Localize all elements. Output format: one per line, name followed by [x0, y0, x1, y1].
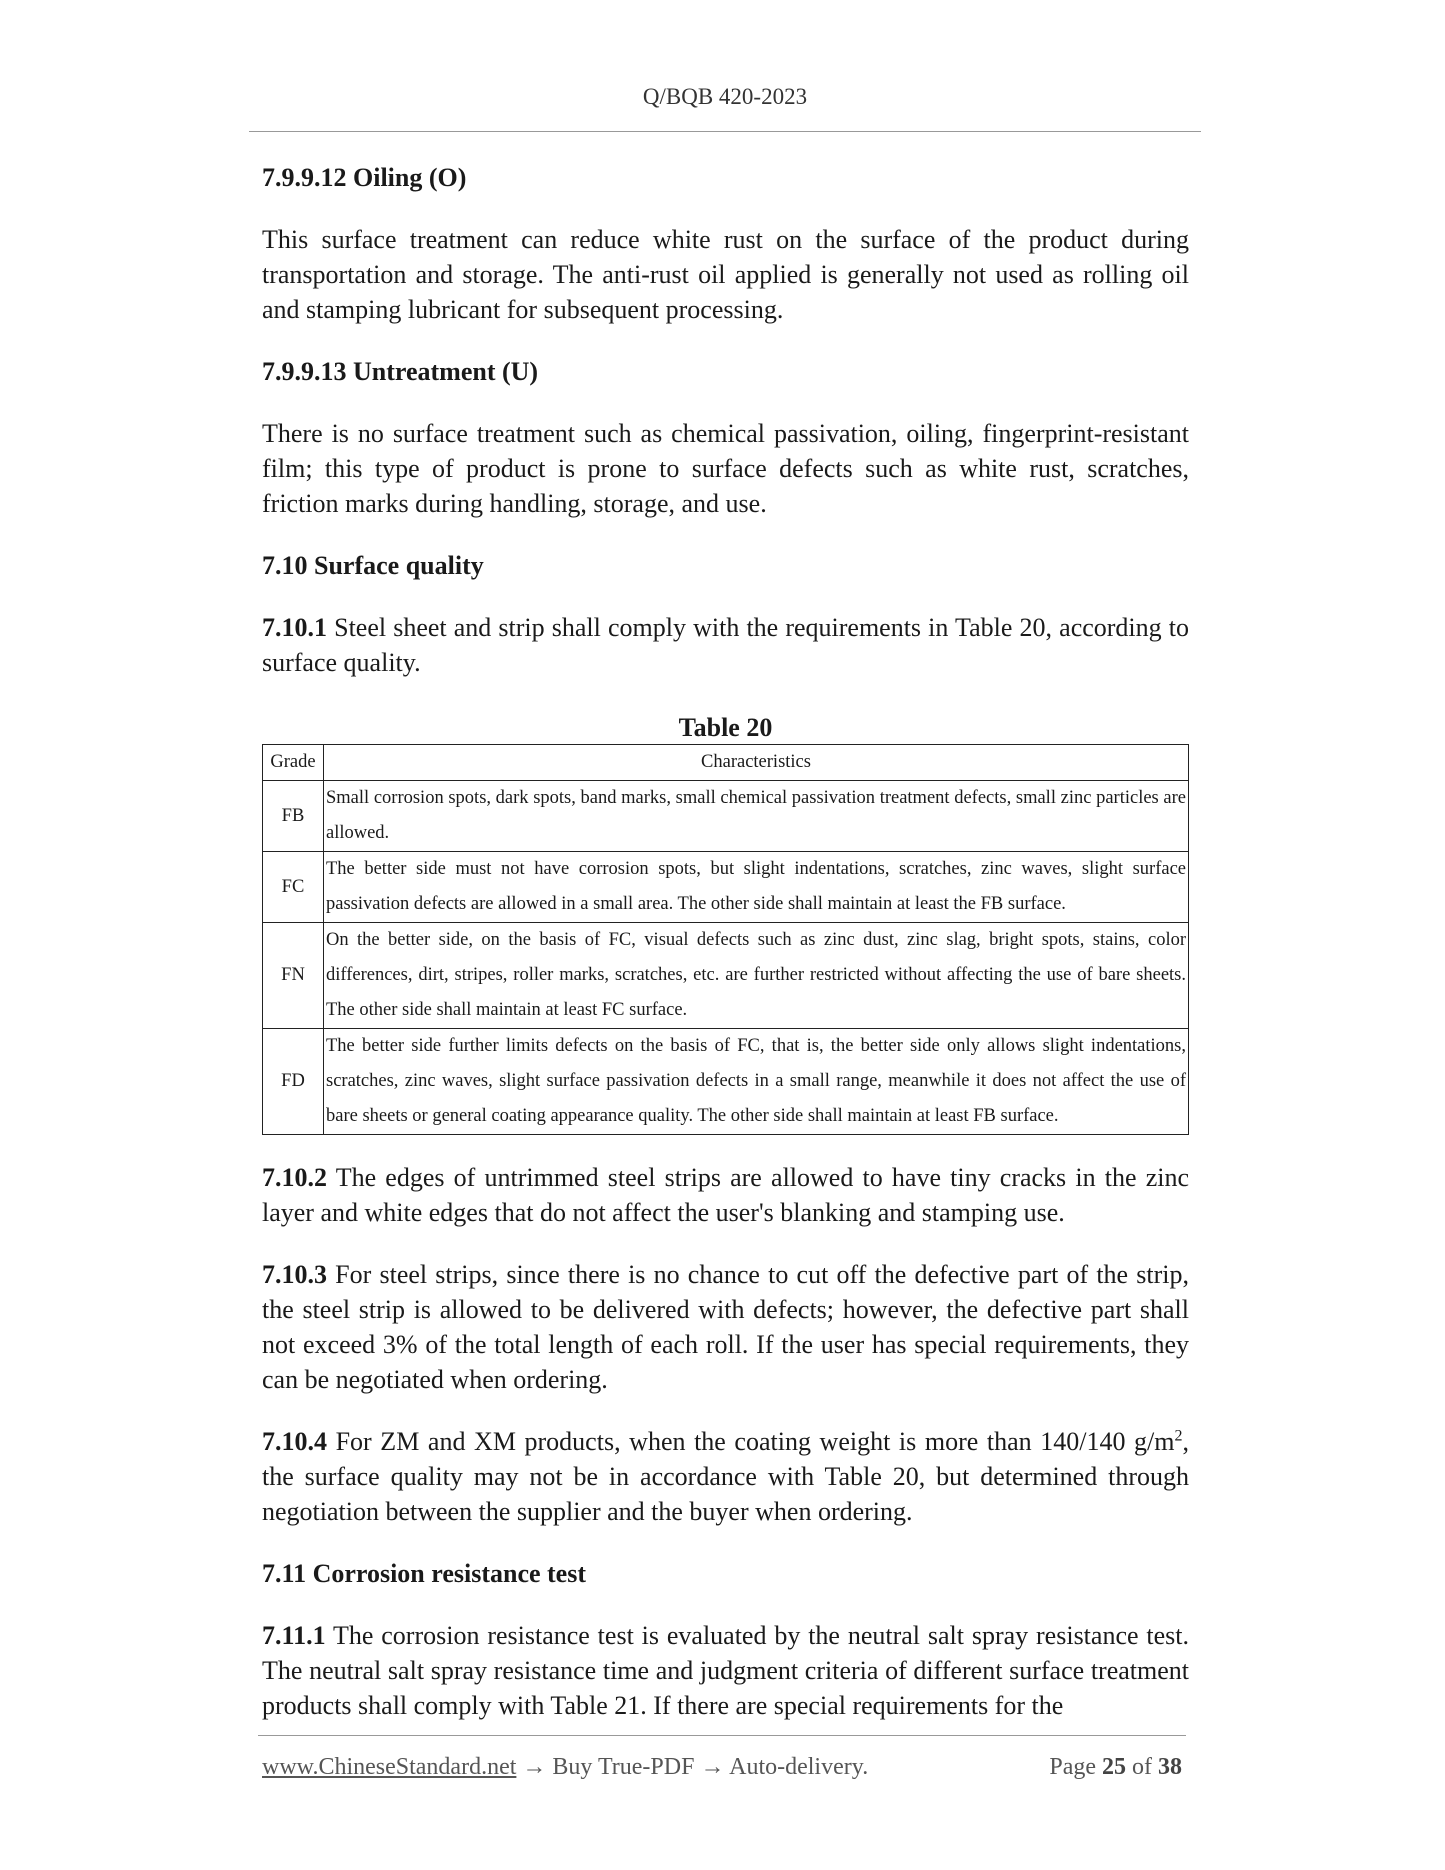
- clause-text: For steel strips, since there is no chance to cut off the defective part of the strip, the steel strip is allowed to be delivered with defects; however, the defective part shall not exceed 3% of the total length of each roll. If the user has special requirements, they can be negotiated when ordering.: [262, 1260, 1189, 1394]
- grade-cell: FN: [263, 923, 324, 1029]
- page-word: Page: [1049, 1754, 1096, 1780]
- clause-text: Steel sheet and strip shall comply with the requirements in Table 20, according to surface quality.: [262, 613, 1189, 677]
- characteristics-cell: On the better side, on the basis of FC, visual defects such as zinc dust, zinc slag, bright spots, stains, color differences, dirt, stripes, roller marks, scratches, etc. are further restricted without affecting the use of bare sheets. The other side shall maintain at least FC surface.: [324, 923, 1189, 1029]
- characteristics-cell: The better side must not have corrosion spots, but slight indentations, scratches, zinc waves, slight surface passivation defects are allowed in a small area. The other side shall maintain at least the FB surface.: [324, 852, 1189, 923]
- surface-quality-table: [262, 744, 1189, 1135]
- column-header-grade: Grade: [263, 745, 324, 781]
- page-number: [1049, 1754, 1182, 1781]
- clause-text-continued: , the surface quality may not be in accordance with Table 20, but determined through negotiation between the supplier and the buyer when ordering.: [262, 1427, 1189, 1526]
- table-row: [263, 852, 1189, 923]
- document-number-header: Q/BQB 420-2023: [642, 84, 808, 109]
- grade-cell: FB: [263, 781, 324, 852]
- of-word: of: [1132, 1754, 1152, 1780]
- table-title: Table 20: [678, 713, 773, 742]
- table-row: [263, 1029, 1189, 1135]
- website-link[interactable]: www.ChineseStandard.net: [262, 1754, 517, 1780]
- clause-number: 7.10.3: [262, 1260, 327, 1289]
- paragraph-7-10-4: [262, 1424, 1189, 1529]
- clause-number: 7.10.1: [262, 613, 327, 642]
- section-heading-7-10: 7.10 Surface quality: [262, 551, 484, 580]
- paragraph-7-10-2: [262, 1160, 1189, 1230]
- section-heading-7-9-9-13: 7.9.9.13 Untreatment (U): [262, 357, 539, 386]
- clause-text: The corrosion resistance test is evaluated by the neutral salt spray resistance test. The neutral salt spray resistance time and judgment criteria of different surface treatment products shall comply with Table 21. If there are special requirements for the: [262, 1621, 1189, 1720]
- column-header-characteristics: Characteristics: [324, 745, 1189, 781]
- clause-number: 7.10.2: [262, 1163, 327, 1192]
- table-row: [263, 781, 1189, 852]
- paragraph-7-10-1: [262, 610, 1189, 680]
- grade-cell: FD: [263, 1029, 324, 1135]
- section-heading-7-9-9-12: 7.9.9.12 Oiling (O): [262, 163, 467, 192]
- table-row: [263, 923, 1189, 1029]
- footer-divider: [258, 1735, 1186, 1736]
- superscript: 2: [1174, 1427, 1183, 1445]
- paragraph-7-10-3: [262, 1257, 1189, 1397]
- header-divider: [249, 131, 1201, 132]
- grade-cell: FC: [263, 852, 324, 923]
- footer-tagline: → Buy True-PDF → Auto-delivery.: [516, 1754, 869, 1780]
- clause-text: The edges of untrimmed steel strips are allowed to have tiny cracks in the zinc layer and white edges that do not affect the user's blanking and stamping use.: [262, 1163, 1189, 1227]
- characteristics-cell: The better side further limits defects on the basis of FC, that is, the better side only allows slight indentations, scratches, zinc waves, slight surface passivation defects in a small range, meanwhile it does not affect the use of bare sheets or general coating appearance quality. The other side shall maintain at least FB surface.: [324, 1029, 1189, 1135]
- paragraph-oiling: This surface treatment can reduce white rust on the surface of the product during transportation and storage. The anti-rust oil applied is generally not used as rolling oil and stamping lubricant for subsequent processing.: [262, 225, 1189, 324]
- clause-number: 7.11.1: [262, 1621, 326, 1650]
- page-content: [262, 160, 1189, 1723]
- table-header-row: [263, 745, 1189, 781]
- clause-number: 7.10.4: [262, 1427, 327, 1456]
- page-footer: [262, 1754, 1182, 1781]
- section-heading-7-11: 7.11 Corrosion resistance test: [262, 1559, 586, 1588]
- current-page: 25: [1102, 1754, 1126, 1780]
- characteristics-cell: Small corrosion spots, dark spots, band marks, small chemical passivation treatment defects, small zinc particles are allowed.: [324, 781, 1189, 852]
- paragraph-untreatment: There is no surface treatment such as chemical passivation, oiling, fingerprint-resistant film; this type of product is prone to surface defects such as white rust, scratches, friction marks during handling, storage, and use.: [262, 419, 1189, 518]
- paragraph-7-11-1: [262, 1618, 1189, 1723]
- total-pages: 38: [1158, 1754, 1182, 1780]
- clause-text: For ZM and XM products, when the coating weight is more than 140/140 g/m: [327, 1427, 1175, 1456]
